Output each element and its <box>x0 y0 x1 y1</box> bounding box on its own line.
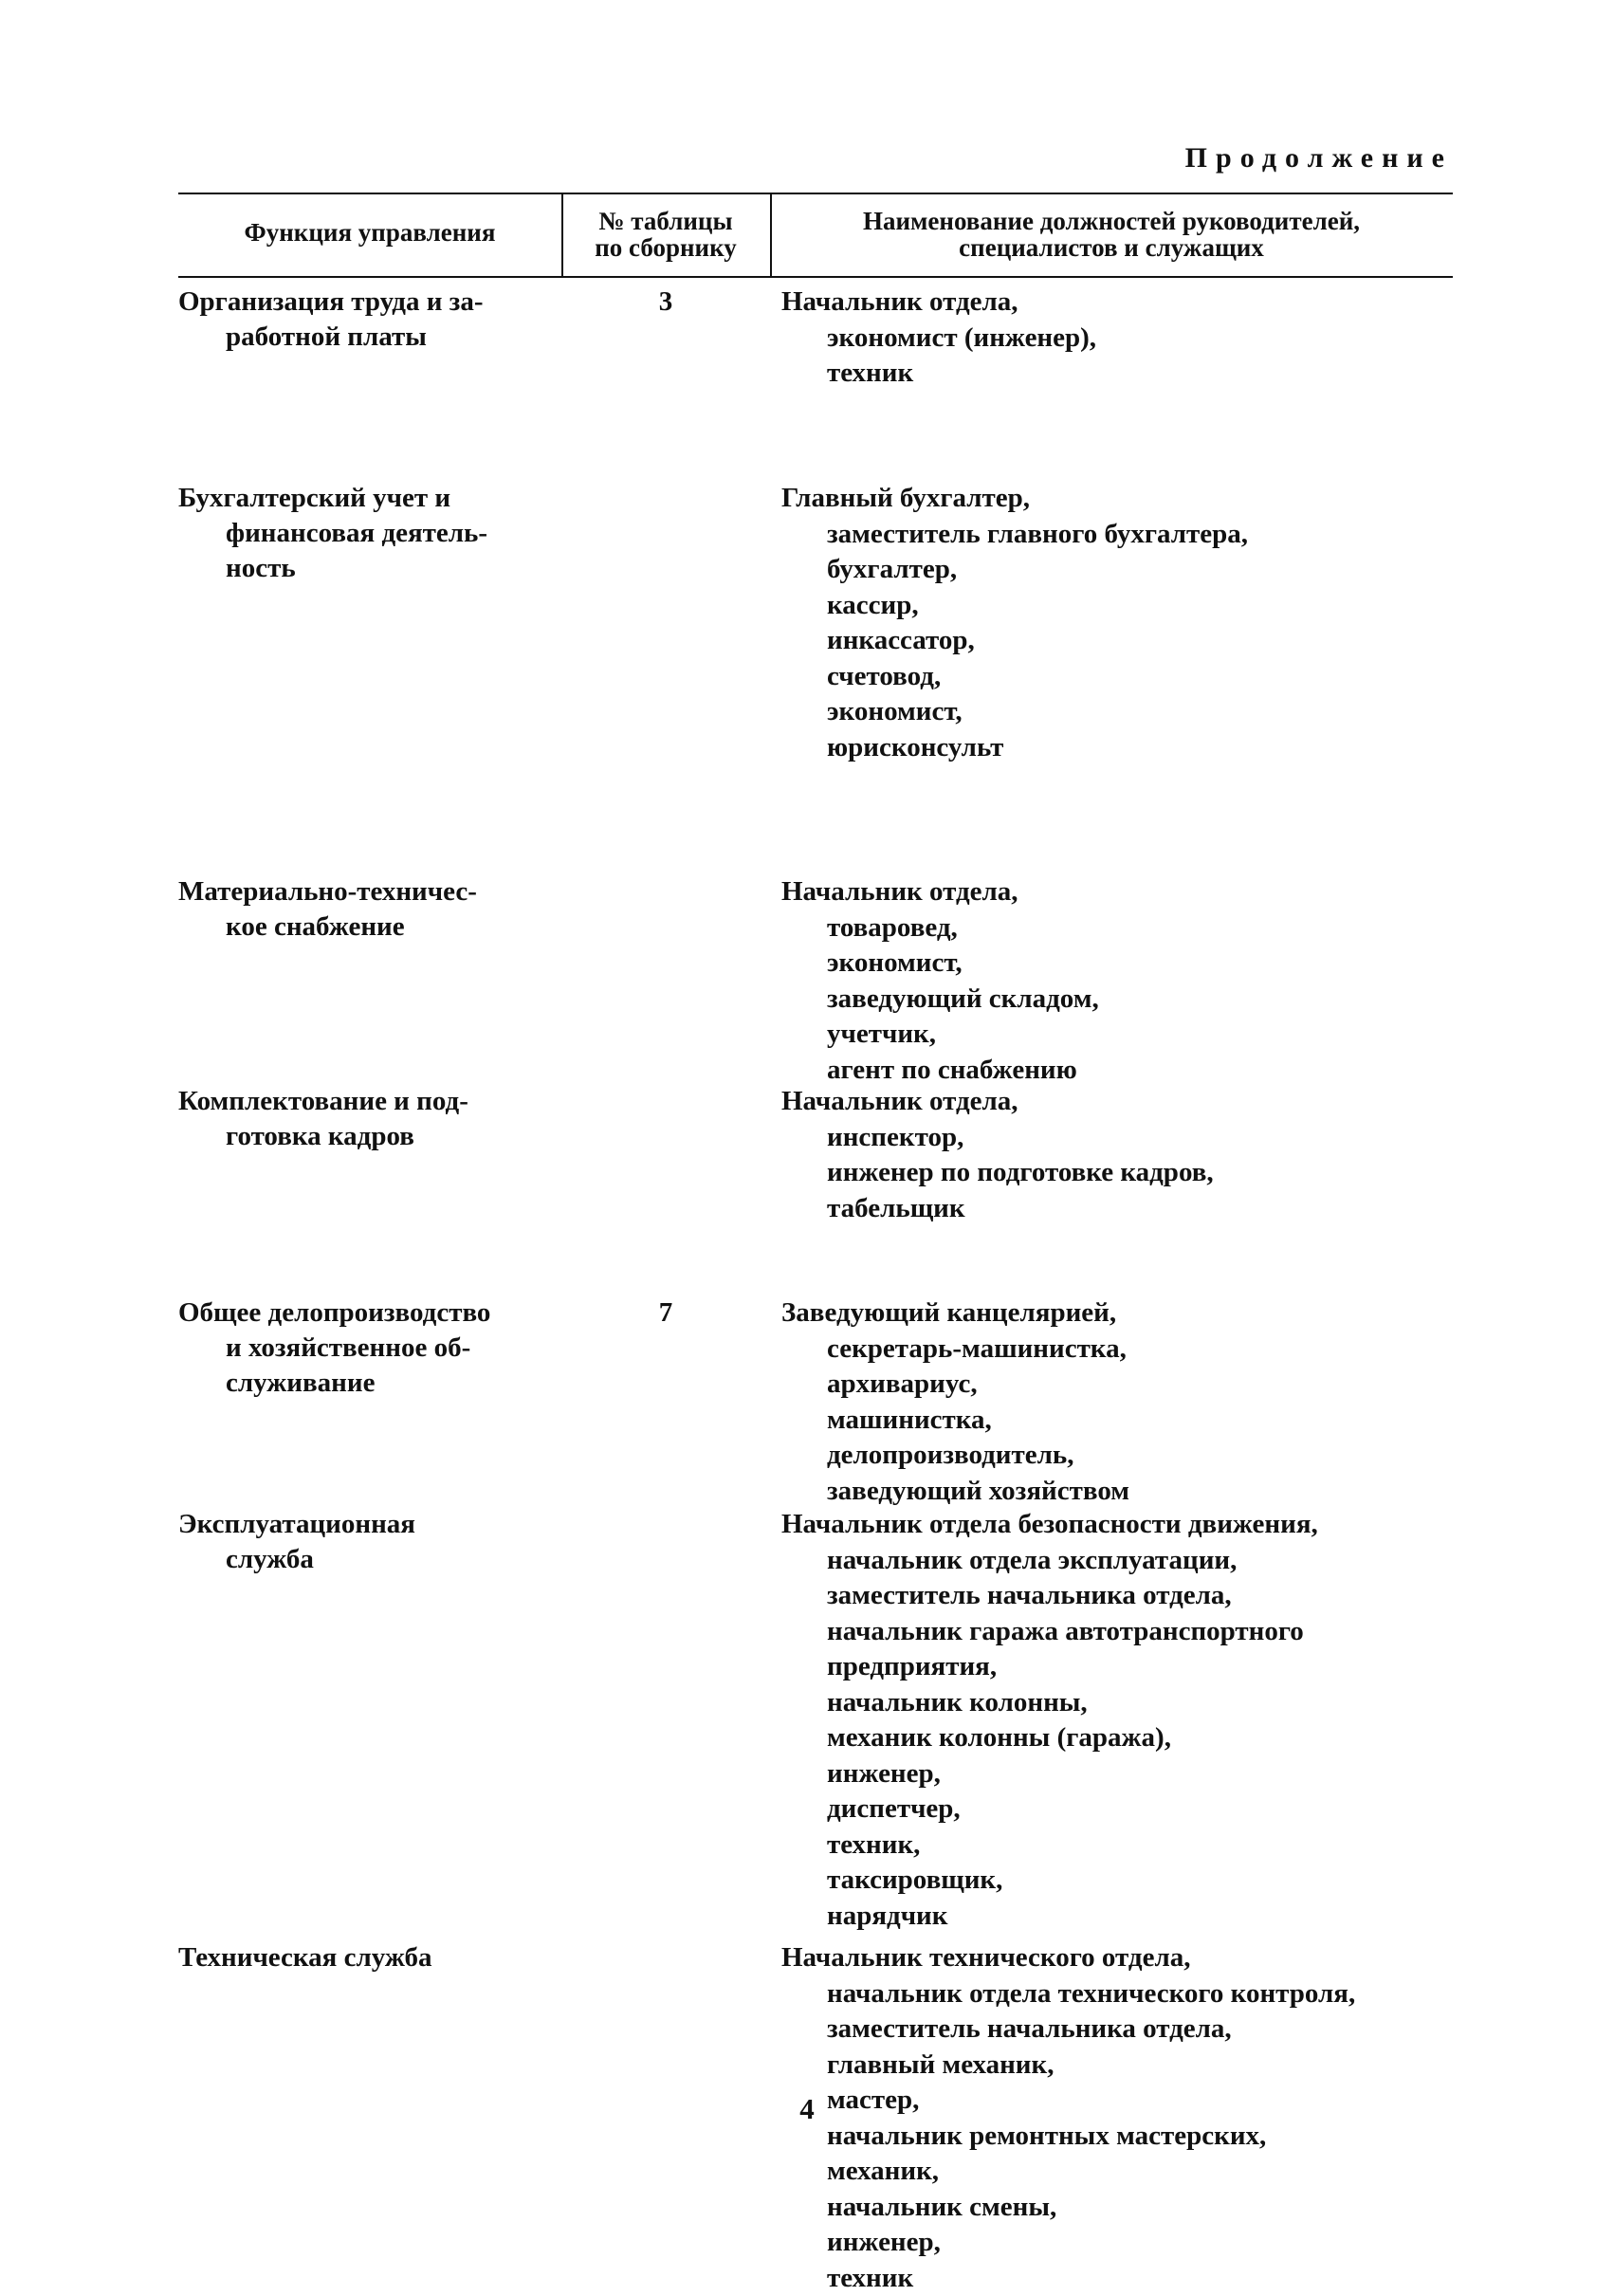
function-line: Организация труда и за- <box>178 285 558 320</box>
function-line: ность <box>178 551 558 586</box>
position-item: главный механик, <box>781 2048 1464 2084</box>
position-item: мастер, <box>781 2083 1464 2119</box>
function-line: Материально-техничес- <box>178 874 558 909</box>
position-item: начальник колонны, <box>781 1685 1464 1721</box>
positions-cell <box>781 874 1464 1088</box>
position-item: нарядчик <box>781 1899 1464 1935</box>
function-line: Бухгалтерский учет и <box>178 481 558 516</box>
header-positions-line1: Наименование должностей руководителей, <box>863 207 1360 235</box>
position-item: учетчик, <box>781 1017 1464 1053</box>
header-table-number-line1: № таблицы <box>598 207 732 235</box>
position-item: делопроизводитель, <box>781 1438 1464 1474</box>
continuation-label: Продолжение <box>1185 142 1453 174</box>
position-item: заведующий хозяйством <box>781 1474 1464 1510</box>
positions-cell <box>781 481 1464 765</box>
function-line: Общее делопроизводство <box>178 1295 558 1331</box>
function-cell <box>178 1295 558 1401</box>
position-item: техник <box>781 356 1464 392</box>
positions-cell <box>781 1507 1464 1934</box>
position-item: бухгалтер, <box>781 552 1464 588</box>
position-item: товаровед, <box>781 910 1464 946</box>
function-line: Техническая служба <box>178 1940 558 1975</box>
position-item: механик колонны (гаража), <box>781 1720 1464 1756</box>
positions-cell <box>781 285 1464 392</box>
position-item: инкассатор, <box>781 623 1464 659</box>
header-table-number-line2: по сборнику <box>595 233 737 262</box>
position-item: техник <box>781 2261 1464 2296</box>
position-item: секретарь-машинистка, <box>781 1332 1464 1368</box>
function-line: готовка кадров <box>178 1119 558 1154</box>
position-item: начальник смены, <box>781 2190 1464 2226</box>
header-table-number <box>561 208 770 261</box>
position-item: инженер, <box>781 1756 1464 1792</box>
position-item: архивариус, <box>781 1367 1464 1403</box>
position-item: техник, <box>781 1828 1464 1864</box>
position-item: юрисконсульт <box>781 730 1464 766</box>
position-item: табельщик <box>781 1191 1464 1227</box>
position-item: Начальник отдела, <box>781 1084 1464 1120</box>
function-cell <box>178 1084 558 1154</box>
position-item: заместитель начальника отдела, <box>781 2011 1464 2048</box>
position-item: экономист (инженер), <box>781 321 1464 357</box>
table-number-cell: 7 <box>561 1295 770 1331</box>
function-cell <box>178 1940 558 1975</box>
table-top-rule <box>178 193 1453 194</box>
position-item: инженер по подготовке кадров, <box>781 1155 1464 1191</box>
position-item: диспетчер, <box>781 1791 1464 1828</box>
position-item: механик, <box>781 2154 1464 2190</box>
position-item: машинистка, <box>781 1403 1464 1439</box>
positions-cell <box>781 1295 1464 1509</box>
function-line: Эксплуатационная <box>178 1507 558 1542</box>
position-item: таксировщик, <box>781 1863 1464 1899</box>
function-cell <box>178 285 558 355</box>
function-line: кое снабжение <box>178 909 558 945</box>
position-item: инспектор, <box>781 1120 1464 1156</box>
position-item: начальник гаража автотранспортного <box>781 1614 1464 1650</box>
page-number: 4 <box>0 2092 1614 2126</box>
position-item: начальник отдела технического контроля, <box>781 1976 1464 2012</box>
position-item: Главный бухгалтер, <box>781 481 1464 517</box>
function-cell <box>178 481 558 586</box>
position-item: начальник ремонтных мастерских, <box>781 2119 1464 2155</box>
position-item: агент по снабжению <box>781 1053 1464 1089</box>
position-item: Начальник отдела, <box>781 285 1464 321</box>
function-line: работной платы <box>178 320 558 355</box>
position-item: заместитель главного бухгалтера, <box>781 517 1464 553</box>
function-cell <box>178 874 558 945</box>
function-cell <box>178 1507 558 1577</box>
positions-cell <box>781 1084 1464 1226</box>
function-line: Комплектование и под- <box>178 1084 558 1119</box>
header-positions-line2: специалистов и служащих <box>959 233 1264 262</box>
position-item: Начальник технического отдела, <box>781 1940 1464 1976</box>
function-line: финансовая деятель- <box>178 516 558 551</box>
position-item: Начальник отдела безопасности движения, <box>781 1507 1464 1543</box>
position-item: кассир, <box>781 588 1464 624</box>
position-item: заведующий складом, <box>781 982 1464 1018</box>
function-line: и хозяйственное об- <box>178 1331 558 1366</box>
header-function: Функция управления <box>178 219 561 246</box>
position-item: счетовод, <box>781 659 1464 695</box>
position-item: заместитель начальника отдела, <box>781 1578 1464 1614</box>
function-line: служивание <box>178 1366 558 1401</box>
position-item: инженер, <box>781 2225 1464 2261</box>
position-item: экономист, <box>781 694 1464 730</box>
header-bottom-rule <box>178 276 1453 278</box>
position-item: Заведующий канцелярией, <box>781 1295 1464 1332</box>
position-item: предприятия, <box>781 1649 1464 1685</box>
position-item: Начальник отдела, <box>781 874 1464 910</box>
position-item: начальник отдела эксплуатации, <box>781 1543 1464 1579</box>
function-line: служба <box>178 1542 558 1577</box>
header-positions <box>770 208 1453 261</box>
position-item: экономист, <box>781 946 1464 982</box>
table-number-cell: 3 <box>561 285 770 320</box>
